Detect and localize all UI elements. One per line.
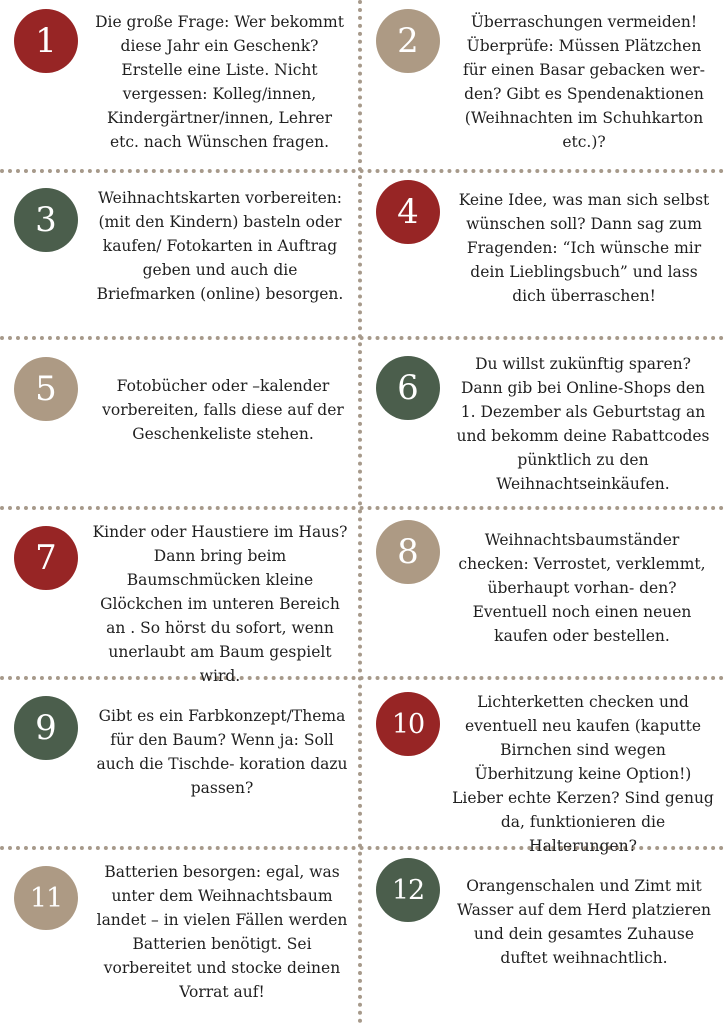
tip-text-9: Gibt es ein Farbkonzept/Thema für den Baum? Wenn ja: Soll auch die Tischde- koration dazu passen? xyxy=(96,707,348,797)
number-badge-8: 8 xyxy=(376,520,440,584)
horizontal-divider xyxy=(0,169,724,173)
number-badge-4: 4 xyxy=(376,180,440,244)
tip-text-4: Keine Idee, was man sich selbst wünschen soll? Dann sag zum Fragenden: “Ich wünsche mir dein Lieblingsbuch” und lass dich überraschen! xyxy=(458,191,710,305)
number-badge-9: 9 xyxy=(14,696,78,760)
number-badge-1: 1 xyxy=(14,9,78,73)
tip-text-3: Weihnachtskarten vorbereiten: (mit den Kindern) basteln oder kaufen/ Fotokarten in Auftrag geben und auch die Briefmarken (online) besorgen. xyxy=(96,189,344,303)
horizontal-divider xyxy=(0,506,724,510)
tip-text-8: Weihnachtsbaumständer checken: Verrostet, verklemmt, überhaupt vorhan- den? Eventuell noch einen neuen kaufen oder bestellen. xyxy=(458,531,706,645)
number-badge-11: 11 xyxy=(14,866,78,930)
vertical-divider xyxy=(358,0,362,1024)
tip-text-7: Kinder oder Haustiere im Haus? Dann bring beim Baumschmücken kleine Glöckchen im unteren Bereich an . So hörst du sofort, wenn unerlaubt am Baum gespielt wird. xyxy=(92,523,348,685)
horizontal-divider xyxy=(0,336,724,340)
tip-text-2: Überraschungen vermeiden! Überprüfe: Müssen Plätzchen für einen Basar gebacken wer- den? Gibt es Spendenaktionen (Weihnachten im Schuhkarton etc.)? xyxy=(463,13,705,151)
tip-text-11: Batterien besorgen: egal, was unter dem Weihnachtsbaum landet – in vielen Fällen werden Batterien benötigt. Sei vorbereitet und stocke deinen Vorrat auf! xyxy=(96,863,348,1001)
tip-text-6: Du willst zukünftig sparen? Dann gib bei Online-Shops den 1. Dezember als Geburtstag an und bekomm deine Rabattcodes pünktlich zu den Weihnachtseinkäufen. xyxy=(456,355,710,493)
number-badge-5: 5 xyxy=(14,357,78,421)
number-badge-10: 10 xyxy=(376,692,440,756)
number-badge-7: 7 xyxy=(14,526,78,590)
number-badge-12: 12 xyxy=(376,858,440,922)
tip-text-12: Orangenschalen und Zimt mit Wasser auf dem Herd platzieren und dein gesamtes Zuhause duftet weihnachtlich. xyxy=(456,877,711,967)
tip-text-10: Lichterketten checken und eventuell neu kaufen (kaputte Birnchen sind wegen Überhitzung keine Option!) Lieber echte Kerzen? Sind genug da, funktionieren die Halterungen? xyxy=(452,693,714,855)
tip-text-1: Die große Frage: Wer bekommt diese Jahr ein Geschenk? Erstelle eine Liste. Nicht vergessen: Kolleg/innen, Kindergärtner/innen, Lehrer etc. nach Wünschen fragen. xyxy=(95,13,344,151)
number-badge-6: 6 xyxy=(376,356,440,420)
tip-text-5: Fotobücher oder –kalender vorbereiten, falls diese auf der Geschenkeliste stehen. xyxy=(102,377,344,443)
number-badge-2: 2 xyxy=(376,9,440,73)
number-badge-3: 3 xyxy=(14,188,78,252)
